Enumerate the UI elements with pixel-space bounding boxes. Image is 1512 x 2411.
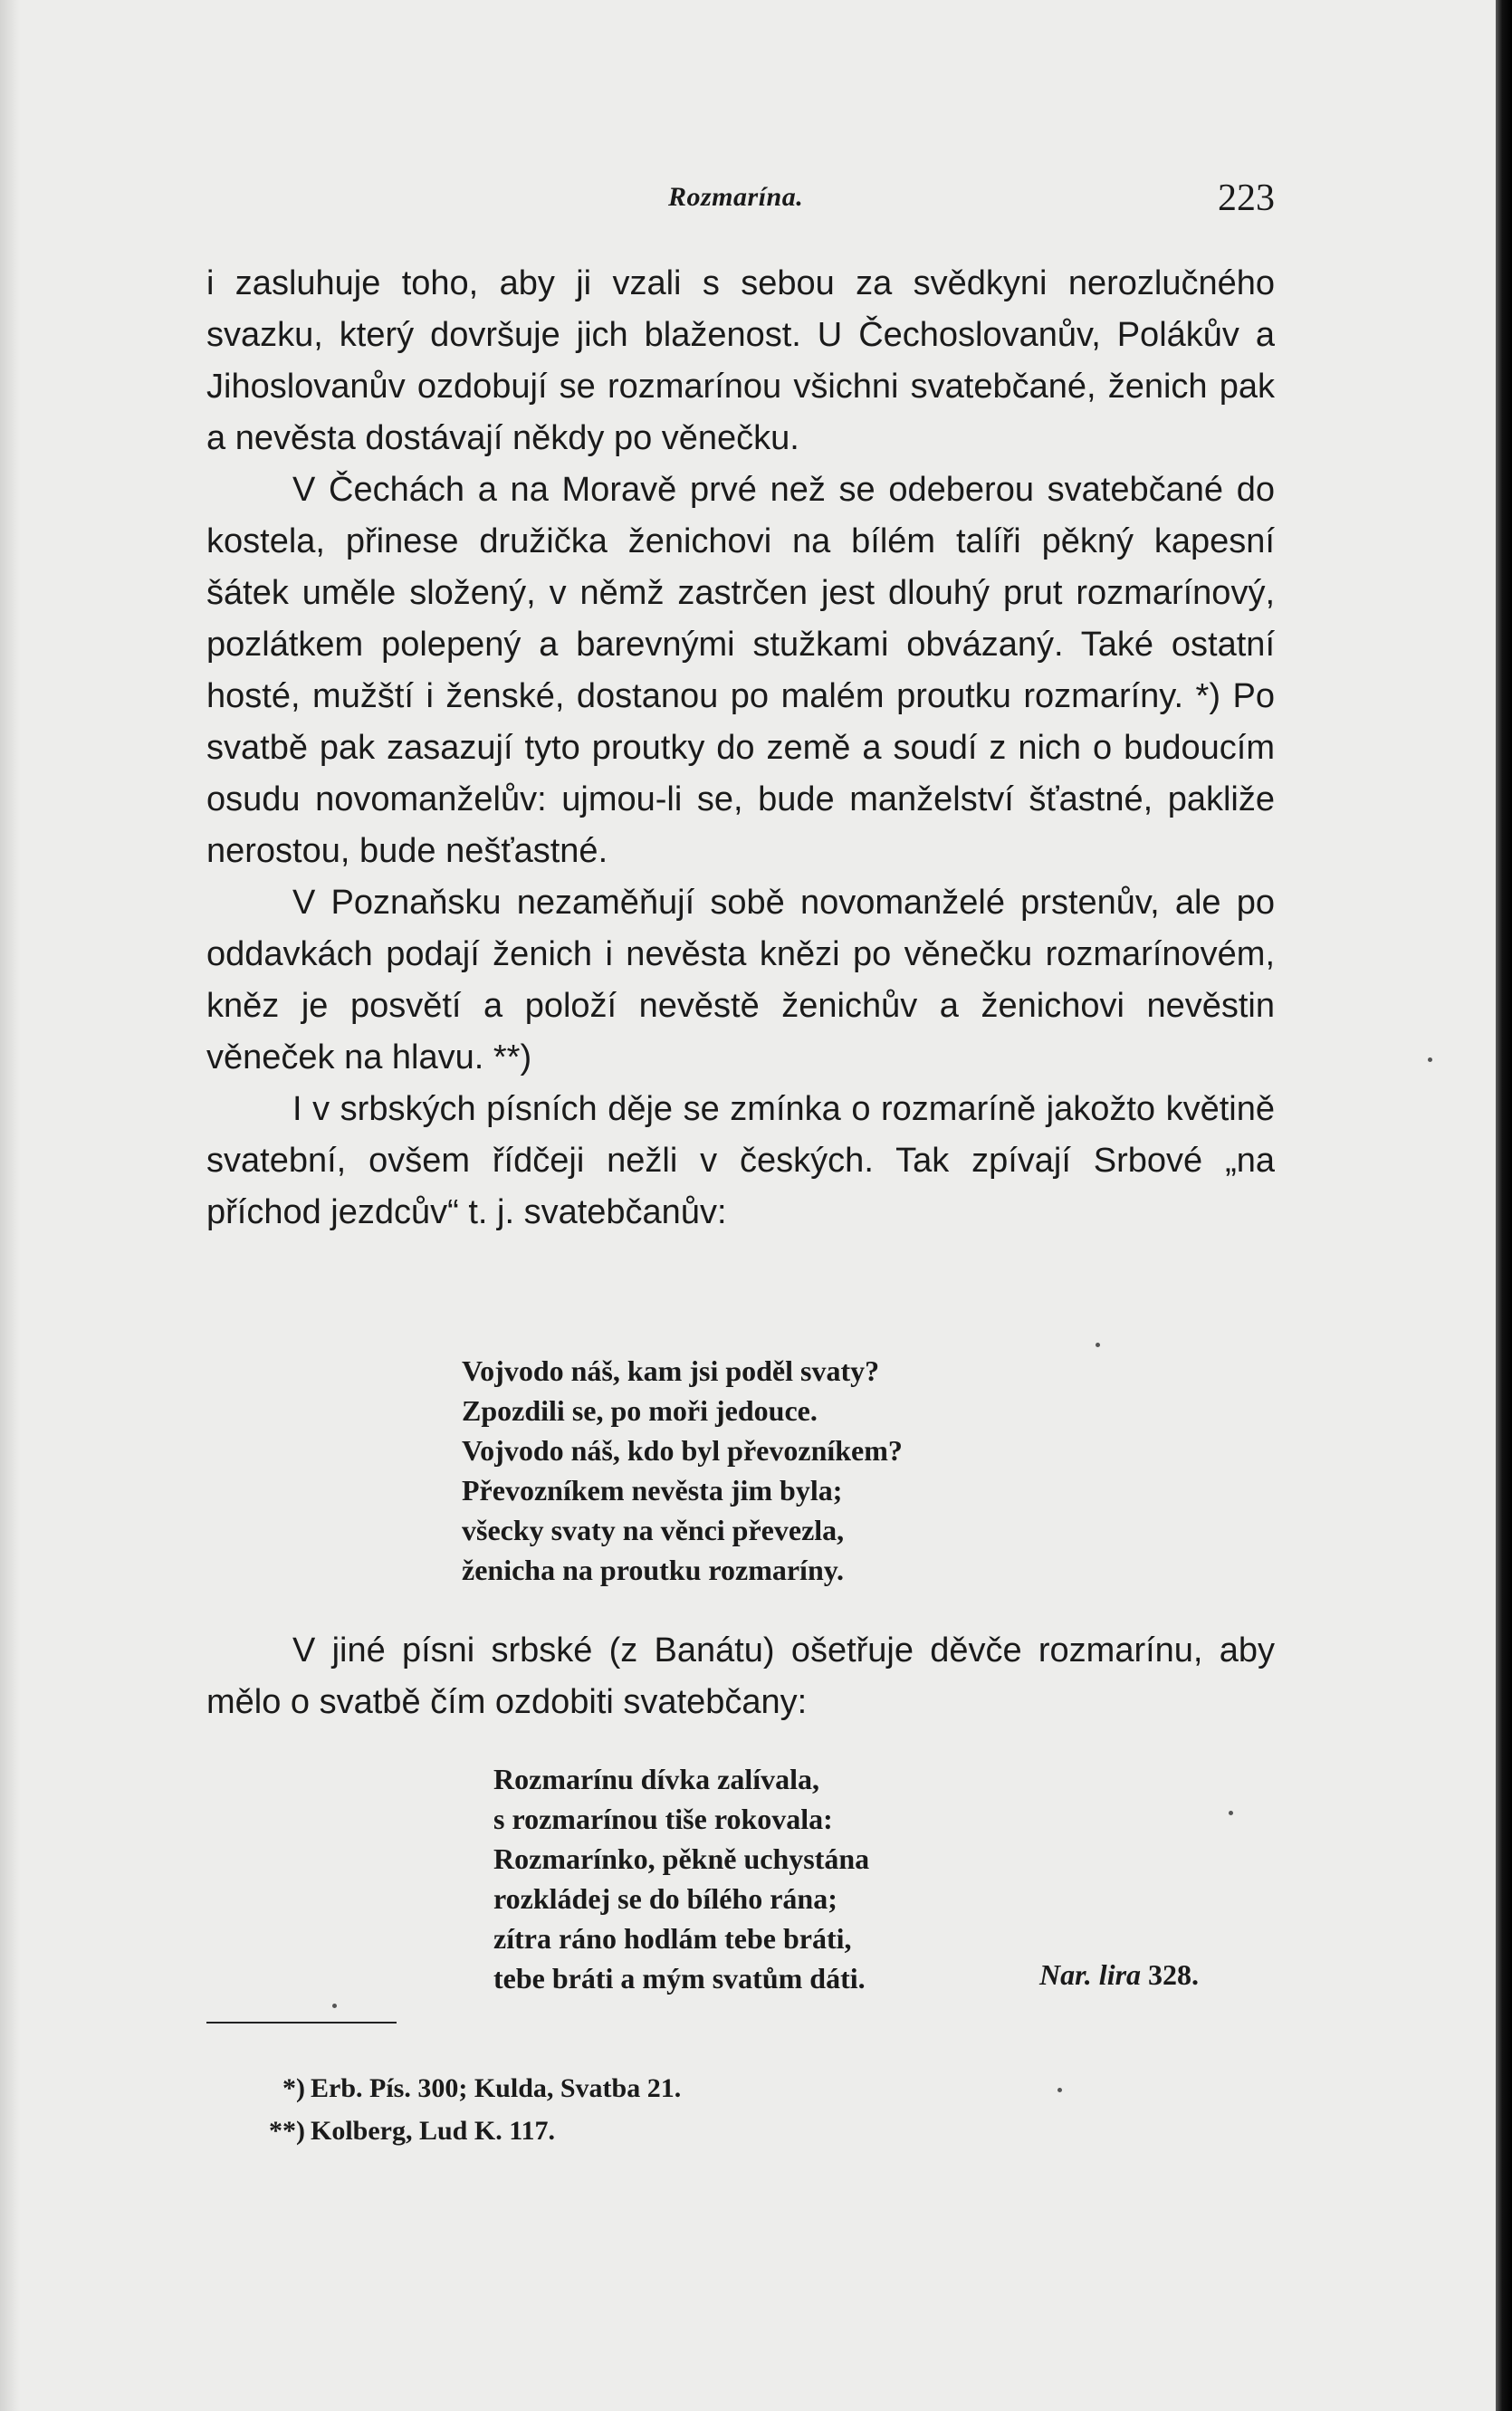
- source-work: Nar. lira: [1039, 1958, 1142, 1991]
- verse-line: zítra ráno hodlám tebe bráti,: [493, 1922, 852, 1955]
- verse-block-2: [493, 1759, 869, 1998]
- footnotes: [240, 2067, 681, 2152]
- verse-line: Zpozdili se, po moři jedouce.: [462, 1394, 818, 1427]
- footnote-mark: **): [269, 2116, 305, 2146]
- verse-line: ženicha na proutku rozmaríny.: [462, 1554, 844, 1586]
- paragraph: V Poznaňsku nezaměňují sobě novomanželé prstenův, ale po oddavkách podají ženich i nevěsta knězi po věnečku rozmarínovém, kněz je posvětí a položí nevěstě ženichův a ženichovi nevěstin věneček na hlavu. **): [206, 884, 1275, 1076]
- verse-line: tebe bráti a mým svatům dáti.: [493, 1962, 866, 1995]
- page-right-edge: [1496, 0, 1512, 2411]
- footnote: [240, 2110, 681, 2152]
- footnote: [240, 2067, 681, 2110]
- verse-line: Vojvodo náš, kam jsi poděl svaty?: [462, 1354, 880, 1387]
- verse-line: Rozmarínko, pěkně uchystána: [493, 1842, 870, 1875]
- body-text: [206, 258, 1275, 1239]
- verse-line: Převozníkem nevěsta jim byla;: [462, 1474, 843, 1507]
- scan-speck: [1057, 2088, 1062, 2092]
- scan-speck: [332, 2004, 337, 2008]
- verse-line: s rozmarínou tiše rokovala:: [493, 1803, 833, 1835]
- verse-line: Vojvodo náš, kdo byl převozníkem?: [462, 1434, 903, 1467]
- verse-line: všecky svaty na věnci převezla,: [462, 1514, 845, 1546]
- paragraph: V jiné písni srbské (z Banátu) ošetřuje děvče rozmarínu, aby mělo o svatbě čím ozdobiti svatebčany:: [206, 1631, 1275, 1721]
- paragraph: I v srbských písních děje se zmínka o rozmaríně jakožto květině svatební, ovšem řídčeji nežli v českých. Tak zpívají Srbové „na příchod jezdcův“ t. j. svatebčanův:: [206, 1090, 1275, 1231]
- running-head: [206, 177, 1275, 222]
- page-number: 223: [1218, 177, 1275, 219]
- footnote-text: Erb. Pís. 300; Kulda, Svatba 21.: [311, 2073, 682, 2103]
- footnote-rule: [206, 2022, 397, 2024]
- paragraph: V Čechách a na Moravě prvé než se odeberou svatebčané do kostela, přinese družička ženichovi na bílém talíři pěkný kapesní šátek uměle složený, v němž zastrčen jest dlouhý prut rozmarínový, pozlátkem polepený a barevnými stužkami obvázaný. Také ostatní hosté, mužští i ženské, dostanou po malém proutku rozmaríny. *) Po svatbě pak zasazují tyto proutky do země a soudí z nich o budoucím osudu novomanželův: ujmou-li se, bude manželství šťastné, pakliže nerostou, bude nešťastné.: [206, 471, 1275, 870]
- body-text-continued: [206, 1625, 1275, 1728]
- page-left-edge: [0, 0, 20, 2411]
- verse-source: [1039, 1958, 1199, 1992]
- verse-line: rozkládej se do bílého rána;: [493, 1882, 837, 1915]
- paragraph: i zasluhuje toho, aby ji vzali s sebou za svědkyni nerozlučného svazku, který dovršuje jich blaženost. U Čechoslovanův, Polákův a Jihoslovanův ozdobují se rozmarínou všichni svatebčané, ženich pak a nevěsta dostávají někdy po věnečku.: [206, 264, 1275, 457]
- verse-line: Rozmarínu dívka zalívala,: [493, 1763, 820, 1795]
- verse-block-1: [462, 1351, 903, 1590]
- scan-speck: [1428, 1057, 1432, 1062]
- footnote-text: Kolberg, Lud K. 117.: [311, 2116, 556, 2146]
- scan-speck: [1229, 1811, 1233, 1815]
- running-head-title: Rozmarína.: [668, 182, 804, 212]
- source-number: 328.: [1148, 1958, 1200, 1991]
- footnote-mark: *): [282, 2073, 305, 2103]
- scan-speck: [1096, 1343, 1100, 1347]
